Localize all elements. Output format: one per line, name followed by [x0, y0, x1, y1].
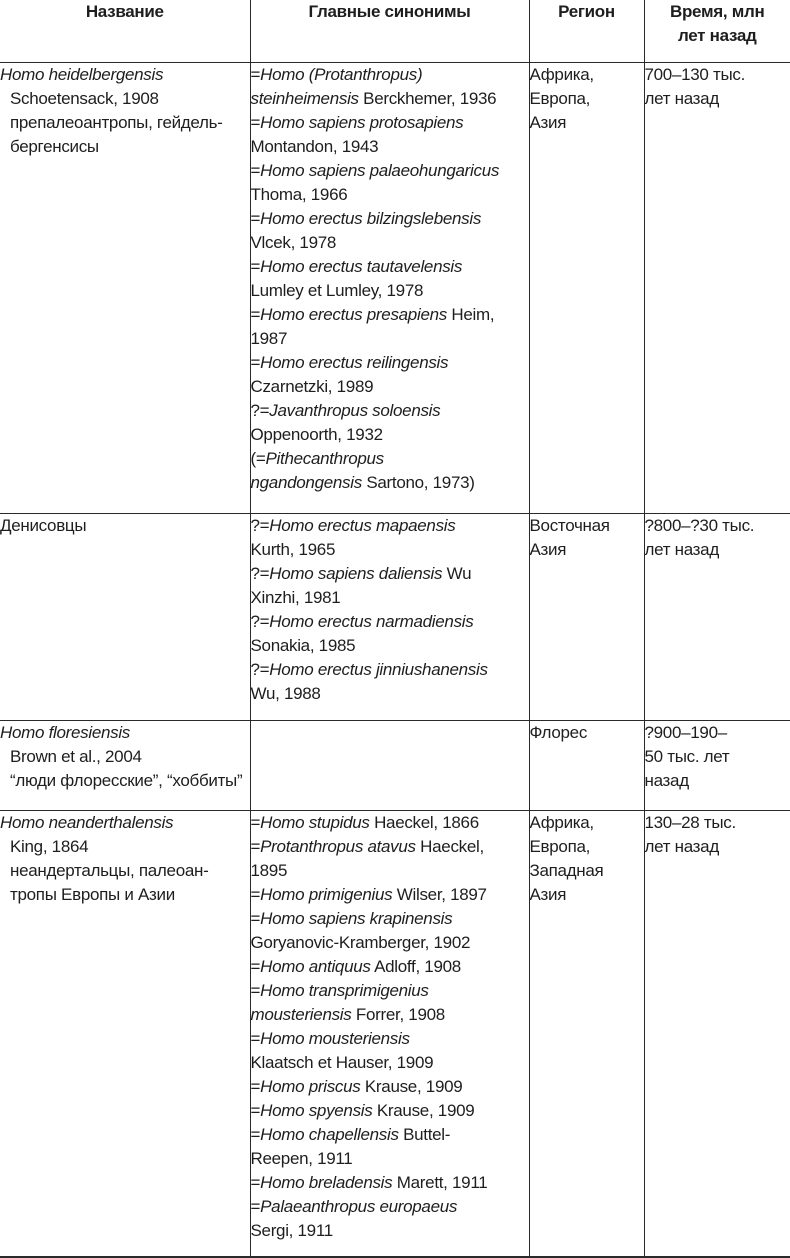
- taxon-name: Homo erectus mapaensis: [269, 515, 456, 535]
- syn-line: [251, 634, 529, 658]
- taxon-name: Homo heidelbergensis: [0, 64, 164, 84]
- author-text: Lumley et Lumley, 1978: [250, 280, 424, 300]
- taxon-name: steinheimensis: [250, 88, 359, 108]
- author-text: Haeckel,: [415, 836, 484, 856]
- author-text: =: [250, 1172, 261, 1192]
- region-line: Восточная: [529, 515, 610, 535]
- author-text: ?=: [250, 611, 270, 631]
- syn-line: [251, 351, 529, 375]
- synonyms-cell: [250, 720, 529, 810]
- syn-line: [251, 1195, 529, 1219]
- syn-line: [251, 303, 529, 327]
- author-text: Krause, 1909: [372, 1100, 475, 1120]
- name-line: [0, 859, 250, 883]
- header-region: Регион: [529, 0, 644, 62]
- syn-line: [251, 63, 529, 87]
- name-line: [0, 63, 250, 87]
- row-heidelbergensis: [0, 62, 790, 513]
- author-text: Goryanovic-Kramberger, 1902: [250, 932, 471, 952]
- author-text: Денисовцы: [0, 515, 87, 535]
- taxon-name: Homo transprimigenius: [260, 980, 429, 1000]
- row-neanderthalensis: [0, 810, 790, 1257]
- syn-line: [251, 255, 529, 279]
- author-text: =: [250, 352, 261, 372]
- author-text: Czarnetzki, 1989: [250, 376, 374, 396]
- author-text: =: [250, 1100, 261, 1120]
- author-text: Buttel-: [398, 1124, 451, 1144]
- region-line: Европа,: [529, 88, 591, 108]
- author-text: Montandon, 1943: [250, 136, 379, 156]
- author-text: Heim,: [446, 304, 495, 324]
- region-line: Африка,: [529, 64, 594, 84]
- name-line: [0, 811, 250, 835]
- author-text: 1987: [250, 328, 288, 348]
- syn-line: [251, 1123, 529, 1147]
- synonyms-cell: [250, 62, 529, 513]
- taxon-name: Protanthropus atavus: [260, 836, 416, 856]
- syn-line: [251, 658, 529, 682]
- name-line: [0, 835, 250, 859]
- region-line: Западная: [529, 860, 604, 880]
- taxon-name: Homo sapiens daliensis: [269, 563, 443, 583]
- author-text: Brown et al., 2004: [10, 746, 142, 766]
- author-text: ?=: [250, 515, 270, 535]
- author-text: Xinzhi, 1981: [250, 587, 341, 607]
- taxon-name: Homo floresiensis: [0, 722, 131, 742]
- syn-line: [251, 1147, 529, 1171]
- author-text: King, 1864: [10, 836, 89, 856]
- author-text: =: [250, 812, 261, 832]
- header-time-line-2: лет назад: [677, 26, 757, 45]
- author-text: Vlcek, 1978: [250, 232, 337, 252]
- author-text: Kurth, 1965: [250, 539, 336, 559]
- syn-line: [251, 447, 529, 471]
- time-cell: [644, 720, 790, 810]
- author-text: =: [250, 884, 261, 904]
- taxon-name: Homo priscus: [260, 1076, 361, 1096]
- author-text: ?=: [250, 400, 270, 420]
- syn-line: [251, 423, 529, 447]
- syn-line: [251, 1099, 529, 1123]
- taxon-name: Homo erectus narmadiensis: [269, 611, 474, 631]
- time-line: 130–28 тыс.: [644, 812, 736, 832]
- author-text: Wu, 1988: [250, 683, 321, 703]
- author-text: Sartono, 1973): [361, 472, 475, 492]
- author-text: (=: [250, 448, 266, 468]
- author-text: Klaatsch et Hauser, 1909: [250, 1052, 434, 1072]
- syn-line: [251, 1171, 529, 1195]
- author-text: =: [250, 208, 261, 228]
- author-text: =: [250, 1028, 261, 1048]
- header-time-line-1: Время, млн: [670, 2, 765, 21]
- row-denisovans: [0, 513, 790, 720]
- syn-line: [251, 1075, 529, 1099]
- name-cell: [0, 62, 250, 513]
- time-cell: [644, 513, 790, 720]
- author-text: Reepen, 1911: [250, 1148, 353, 1168]
- syn-line: [251, 931, 529, 955]
- taxon-name: mousteriensis: [250, 1004, 352, 1024]
- synonyms-cell: [250, 810, 529, 1257]
- author-text: =: [250, 112, 261, 132]
- author-text: =: [250, 160, 261, 180]
- author-text: Krause, 1909: [360, 1076, 463, 1096]
- header-name: Название: [0, 0, 250, 62]
- taxon-name: Palaeanthropus europaeus: [260, 1196, 458, 1216]
- author-text: =: [250, 64, 261, 84]
- syn-line: [251, 514, 529, 538]
- header-row: [0, 0, 790, 62]
- name-line: [0, 769, 250, 793]
- taxon-name: Homo breladensis: [260, 1172, 393, 1192]
- taxon-name: Homo erectus tautavelensis: [260, 256, 463, 276]
- syn-line: [251, 883, 529, 907]
- name-line: [0, 87, 250, 111]
- author-text: =: [250, 956, 261, 976]
- syn-line: [251, 399, 529, 423]
- syn-line: [251, 327, 529, 351]
- syn-line: [251, 1003, 529, 1027]
- header-time: [644, 0, 790, 62]
- author-text: Wilser, 1897: [392, 884, 487, 904]
- author-text: Forrer, 1908: [351, 1004, 445, 1024]
- author-text: Adloff, 1908: [370, 956, 461, 976]
- author-text: Haeckel, 1866: [369, 812, 479, 832]
- author-text: Schoetensack, 1908: [10, 88, 159, 108]
- taxon-name: Homo erectus bilzingslebensis: [260, 208, 482, 228]
- syn-line: [251, 231, 529, 255]
- syn-line: [251, 207, 529, 231]
- author-text: Sonakia, 1985: [250, 635, 356, 655]
- syn-line: [251, 538, 529, 562]
- author-text: 1895: [250, 860, 288, 880]
- author-text: ?=: [250, 563, 270, 583]
- author-text: =: [250, 1076, 261, 1096]
- time-line: ?800–?30 тыс.: [644, 515, 755, 535]
- syn-line: [251, 1027, 529, 1051]
- author-text: Thoma, 1966: [250, 184, 348, 204]
- author-text: =: [250, 1196, 261, 1216]
- syn-line: [251, 562, 529, 586]
- region-line: Флорес: [529, 722, 588, 742]
- author-text: бергенсисы: [10, 136, 99, 156]
- time-cell: [644, 62, 790, 513]
- region-cell: [529, 62, 644, 513]
- author-text: Berckhemer, 1936: [358, 88, 497, 108]
- name-cell: [0, 513, 250, 720]
- author-text: Oppenoorth, 1932: [250, 424, 383, 444]
- syn-line: [251, 682, 529, 706]
- time-line: лет назад: [644, 836, 719, 856]
- syn-line: [251, 1051, 529, 1075]
- syn-line: [251, 135, 529, 159]
- author-text: =: [250, 256, 261, 276]
- region-line: Азия: [529, 884, 567, 904]
- region-line: Европа,: [529, 836, 591, 856]
- taxon-name: Homo antiquus: [260, 956, 371, 976]
- syn-line: [251, 907, 529, 931]
- time-line: лет назад: [644, 88, 719, 108]
- taxon-name: Homo mousteriensis: [260, 1028, 410, 1048]
- time-line: 50 тыс. лет: [644, 746, 730, 766]
- name-line: [0, 111, 250, 135]
- name-cell: [0, 720, 250, 810]
- taxon-name: Homo primigenius: [260, 884, 393, 904]
- syn-line: [251, 610, 529, 634]
- time-line: назад: [644, 770, 689, 790]
- taxon-name: Pithecanthropus: [265, 448, 384, 468]
- time-line: 700–130 тыс.: [644, 64, 746, 84]
- syn-line: [251, 1219, 529, 1243]
- author-text: ?=: [250, 659, 270, 679]
- name-cell: [0, 810, 250, 1257]
- taxon-name: Homo chapellensis: [260, 1124, 399, 1144]
- author-text: =: [250, 1124, 261, 1144]
- time-cell: [644, 810, 790, 1257]
- syn-line: [251, 279, 529, 303]
- taxon-name: Homo erectus jinniushanensis: [269, 659, 488, 679]
- taxon-name: Homo sapiens protosapiens: [260, 112, 464, 132]
- taxon-name: Homo erectus reilingensis: [260, 352, 449, 372]
- region-line: Азия: [529, 112, 567, 132]
- taxon-name: Homo stupidus: [260, 812, 370, 832]
- taxon-name: ngandongensis: [250, 472, 362, 492]
- author-text: =: [250, 836, 261, 856]
- author-text: =: [250, 304, 261, 324]
- time-line: лет назад: [644, 539, 719, 559]
- taxon-name: Homo neanderthalensis: [0, 812, 174, 832]
- syn-line: [251, 955, 529, 979]
- author-text: тропы Европы и Азии: [10, 884, 175, 904]
- region-cell: [529, 810, 644, 1257]
- taxon-name: Homo erectus presapiens: [260, 304, 447, 324]
- region-cell: [529, 720, 644, 810]
- name-line: [0, 514, 250, 538]
- syn-line: [251, 979, 529, 1003]
- region-cell: [529, 513, 644, 720]
- syn-line: [251, 835, 529, 859]
- author-text: =: [250, 908, 261, 928]
- syn-line: [251, 159, 529, 183]
- region-line: Азия: [529, 539, 567, 559]
- syn-line: [251, 87, 529, 111]
- synonyms-cell: [250, 513, 529, 720]
- syn-line: [251, 586, 529, 610]
- syn-line: [251, 183, 529, 207]
- time-line: ?900–190–: [644, 722, 727, 742]
- name-line: [0, 883, 250, 907]
- name-line: [0, 135, 250, 159]
- taxon-name: Homo (Protanthropus): [260, 64, 423, 84]
- taxon-name: Homo sapiens palaeohungaricus: [260, 160, 500, 180]
- syn-line: [251, 859, 529, 883]
- syn-line: [251, 811, 529, 835]
- region-line: Африка,: [529, 812, 594, 832]
- syn-line: [251, 111, 529, 135]
- taxon-name: Homo sapiens krapinensis: [260, 908, 453, 928]
- syn-line: [251, 375, 529, 399]
- author-text: Wu: [442, 563, 472, 583]
- row-floresiensis: [0, 720, 790, 810]
- author-text: Marett, 1911: [392, 1172, 488, 1192]
- author-text: неандертальцы, палеоан-: [10, 860, 209, 880]
- author-text: =: [250, 980, 261, 1000]
- taxon-name: Javanthropus soloensis: [269, 400, 441, 420]
- taxon-name: Homo spyensis: [260, 1100, 373, 1120]
- author-text: Sergi, 1911: [250, 1220, 333, 1240]
- name-line: [0, 721, 250, 745]
- author-text: “люди флоресские”, “хоббиты”: [10, 770, 243, 790]
- name-line: [0, 745, 250, 769]
- author-text: препалеоантропы, гейдель-: [10, 112, 223, 132]
- header-synonyms: Главные синонимы: [250, 0, 529, 62]
- syn-line: [251, 471, 529, 495]
